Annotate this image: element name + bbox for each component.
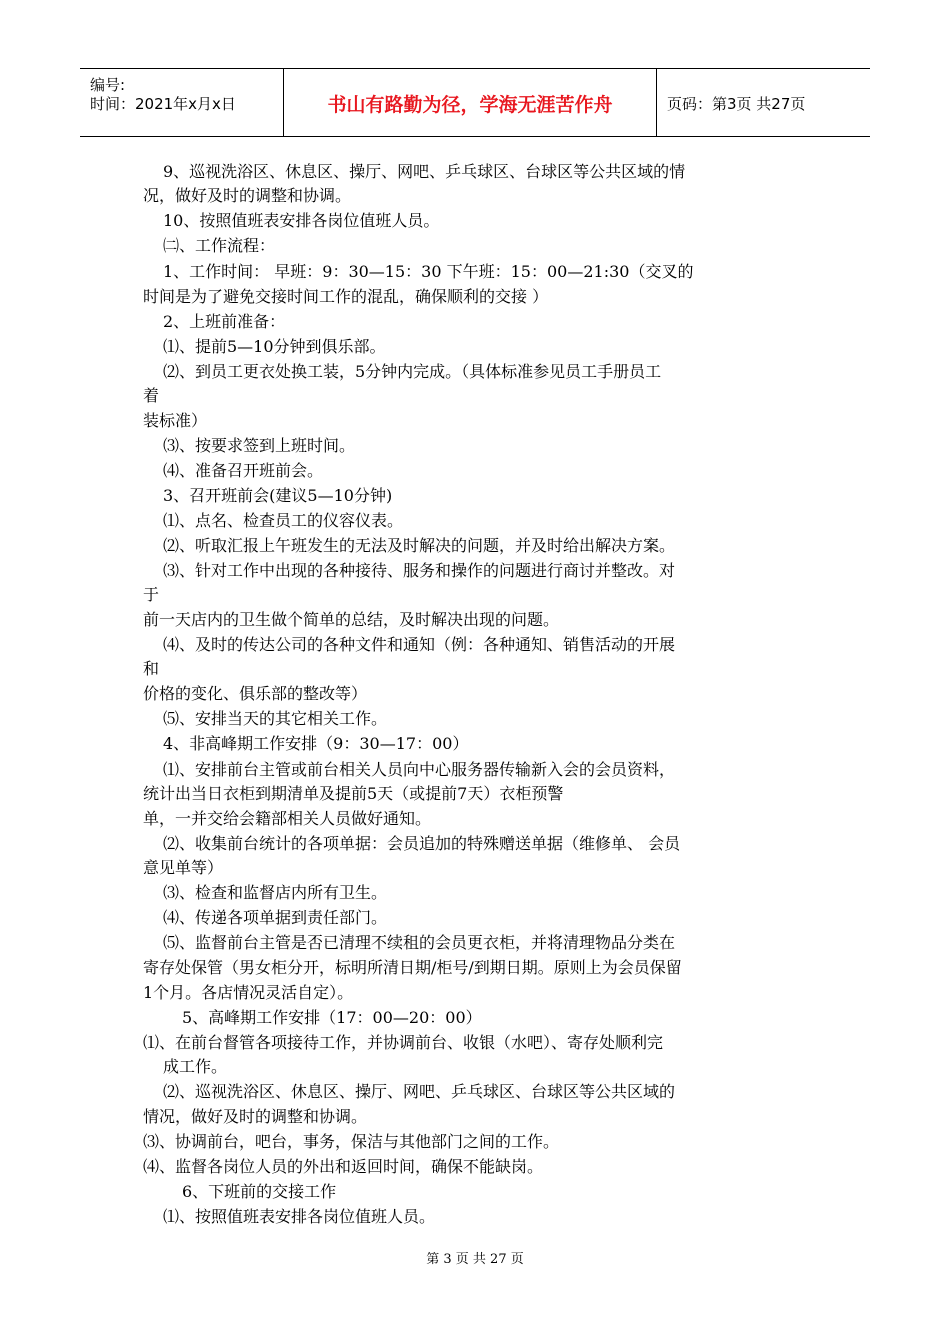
document-time-label: 时间：2021年x月x日	[90, 95, 236, 113]
text-line: ⑶、按要求签到上班时间。	[163, 436, 356, 455]
text-line: 5、高峰期工作安排（17：00—20：00）	[182, 1008, 482, 1027]
text-line: ⑶、协调前台，吧台，事务，保洁与其他部门之间的工作。	[143, 1132, 560, 1151]
text-line: ⑷、准备召开班前会。	[163, 461, 324, 480]
text-line: ⑴、点名、检查员工的仪容仪表。	[163, 511, 404, 530]
page-header	[80, 68, 870, 137]
text-line: 1、工作时间： 早班：9：30—15：30 下午班：15：00—21:30（交叉的	[163, 262, 694, 281]
header-page-cell	[657, 69, 870, 136]
header-meta-cell	[80, 69, 283, 136]
text-line: ⑷、监督各岗位人员的外出和返回时间，确保不能缺岗。	[143, 1157, 544, 1176]
text-line: ⑵、收集前台统计的各项单据：会员追加的特殊赠送单据（维修单、 会员	[163, 834, 681, 853]
text-line: 统计出当日衣柜到期清单及提前5天（或提前7天）衣柜预警	[143, 784, 564, 803]
text-line: 3、召开班前会(建议5—10分钟)	[163, 486, 393, 505]
text-line: ⑴、按照值班表安排各岗位值班人员。	[163, 1207, 436, 1226]
text-line: ⑶、检查和监督店内所有卫生。	[163, 883, 388, 902]
text-line: ⑷、及时的传达公司的各种文件和通知（例：各种通知、销售活动的开展	[163, 635, 676, 654]
text-line: ⑷、传递各项单据到责任部门。	[163, 908, 388, 927]
text-line: 寄存处保管（男女柜分开，标明所清日期/柜号/到期日期。原则上为会员保留	[143, 958, 682, 977]
text-line: 9、巡视洗浴区、休息区、操厅、网吧、乒乓球区、台球区等公共区域的情	[163, 162, 686, 181]
text-line: ⑵、到员工更衣处换工装，5分钟内完成。（具体标准参见员工手册员工	[163, 362, 662, 381]
text-line: ㈡、工作流程：	[163, 236, 276, 255]
text-line: ⑴、安排前台主管或前台相关人员向中心服务器传输新入会的会员资料，	[163, 760, 676, 779]
text-line: 价格的变化、俱乐部的整改等）	[143, 684, 368, 703]
text-line: ⑸、监督前台主管是否已清理不续租的会员更衣柜，并将清理物品分类在	[163, 933, 676, 952]
text-line: 6、下班前的交接工作	[182, 1182, 337, 1201]
text-line: ⑸、安排当天的其它相关工作。	[163, 709, 388, 728]
text-line: ⑵、听取汇报上午班发生的无法及时解决的问题，并及时给出解决方案。	[163, 536, 676, 555]
header-motto: 书山有路勤为径，学海无涯苦作舟	[327, 94, 613, 116]
text-line: ⑴、在前台督管各项接待工作，并协调前台、收银（水吧）、寄存处顺利完	[143, 1033, 664, 1052]
text-line: 1个月。各店情况灵活自定）。	[143, 983, 354, 1002]
text-line: 着	[143, 386, 160, 405]
text-line: 单，一并交给会籍部相关人员做好通知。	[143, 809, 432, 828]
text-line: 2、上班前准备：	[163, 312, 286, 331]
text-line: 前一天店内的卫生做个简单的总结，及时解决出现的问题。	[143, 610, 560, 629]
text-line: 成工作。	[163, 1057, 228, 1076]
document-number-label: 编号:	[90, 76, 126, 94]
page-footer	[0, 1248, 950, 1267]
header-motto-cell	[283, 69, 657, 136]
text-line: 时间是为了避免交接时间工作的混乱，确保顺利的交接 ）	[143, 287, 549, 306]
text-line: ⑶、针对工作中出现的各种接待、服务和操作的问题进行商讨并整改。对	[163, 561, 676, 580]
text-line: 况，做好及时的调整和协调。	[143, 186, 352, 205]
text-line: 和	[143, 659, 160, 678]
text-line: ⑵、巡视洗浴区、休息区、操厅、网吧、乒乓球区、台球区等公共区域的	[163, 1082, 676, 1101]
text-line: 10、按照值班表安排各岗位值班人员。	[163, 211, 440, 230]
text-line: 装标准）	[143, 411, 208, 430]
text-line: 于	[143, 585, 160, 604]
footer-page-number: 第 3 页 共 27 页	[426, 1252, 524, 1267]
text-line: ⑴、提前5—10分钟到俱乐部。	[163, 337, 386, 356]
header-page-info: 页码：第3页 共27页	[667, 95, 806, 113]
text-line: 4、非高峰期工作安排（9：30—17：00）	[163, 734, 469, 753]
text-line: 情况，做好及时的调整和协调。	[143, 1107, 368, 1126]
text-line: 意见单等）	[143, 858, 224, 877]
